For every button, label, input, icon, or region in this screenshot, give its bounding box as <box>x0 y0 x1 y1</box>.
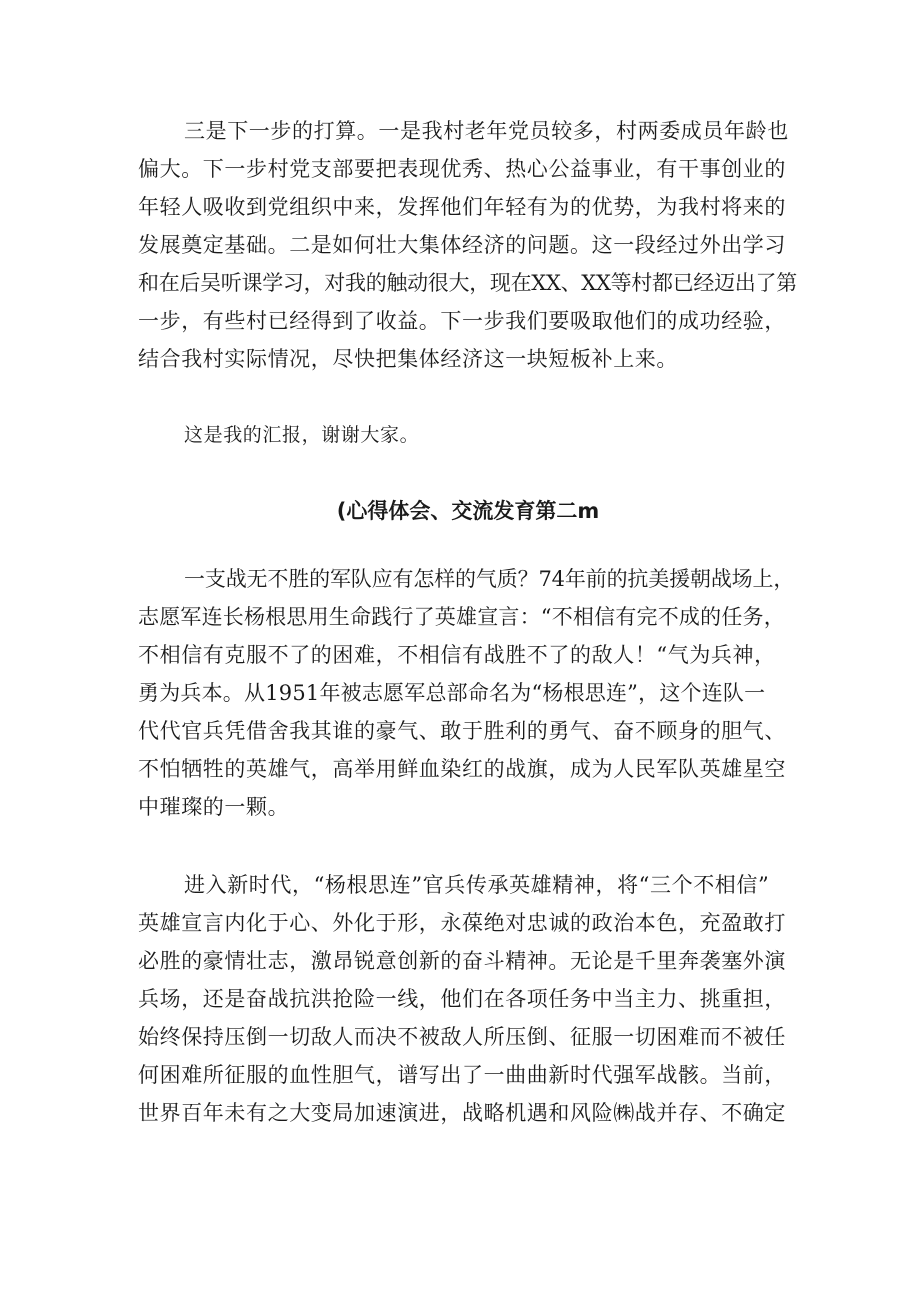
paragraph-line: 不相信有克服不了的困难，不相信有战胜不了的敌人！“气为兵神， <box>138 643 776 667</box>
paragraph-line: 世界百年未有之大变局加速演进，战略机遇和风险㈱战并存、不确定 <box>138 1101 786 1125</box>
paragraph-line: 兵场，还是奋战抗洪抢险一线，他们在各项任务中当主力、挑重担， <box>138 987 786 1011</box>
paragraph-line: 这是我的汇报，谢谢大家。 <box>184 424 420 446</box>
paragraph-line: 始终保持压倒一切敌人而决不被敌人所压倒、征服一切困难而不被任 <box>138 1025 786 1049</box>
paragraph-line: 和在后吴听课学习，对我的触动很大，现在XX、XX等村都已经迈出了第 <box>138 271 797 295</box>
paragraph-line: 三是下一步的打算。一是我村老年党员较多，村两委成员年龄也 <box>184 119 789 143</box>
paragraph-line: 英雄宣言内化于心、外化于形，永葆绝对忠诚的政治本色，充盈敢打 <box>138 911 786 935</box>
paragraph-line: 偏大。下一步村党支部要把表现优秀、热心公益事业，有干事创业的 <box>138 157 786 181</box>
paragraph-line: 中璀璨的一颗。 <box>138 795 290 819</box>
paragraph-line: 一支战无不胜的军队应有怎样的气质？74年前的抗美援朝战场上， <box>184 567 795 591</box>
paragraph-line: 必胜的豪情壮志，激昂锐意创新的奋斗精神。无论是千里奔袭塞外演 <box>138 949 786 973</box>
section-heading: (心得体会、交流发育第二m <box>336 499 600 523</box>
paragraph-line: 结合我村实际情况，尽快把集体经济这一块短板补上来。 <box>138 347 678 371</box>
paragraph-line: 年轻人吸收到党组织中来，发挥他们年轻有为的优势，为我村将来的 <box>138 195 786 219</box>
paragraph-line: 一步，有些村已经得到了收益。下一步我们要吸取他们的成功经验， <box>138 309 786 333</box>
paragraph-line: 代代官兵凭借舍我其谁的豪气、敢于胜利的勇气、奋不顾身的胆气、 <box>138 719 786 743</box>
paragraph-line: 志愿军连长杨根思用生命践行了英雄宣言：“不相信有完不成的任务， <box>138 605 785 629</box>
paragraph-line: 发展奠定基础。二是如何壮大集体经济的问题。这一段经过外出学习 <box>138 233 786 257</box>
paragraph-line: 不怕牺牲的英雄气，高举用鲜血染红的战旗，成为人民军队英雄星空 <box>138 757 786 781</box>
paragraph-line: 勇为兵本。从1951年被志愿军总部命名为“杨根思连”，这个连队一 <box>138 681 766 705</box>
paragraph-line: 何困难所征服的血性胆气，谱写出了一曲曲新时代强军战骸。当前， <box>138 1063 786 1087</box>
paragraph-line: 进入新时代，“杨根思连”官兵传承英雄精神，将“三个不相信” <box>184 873 770 897</box>
